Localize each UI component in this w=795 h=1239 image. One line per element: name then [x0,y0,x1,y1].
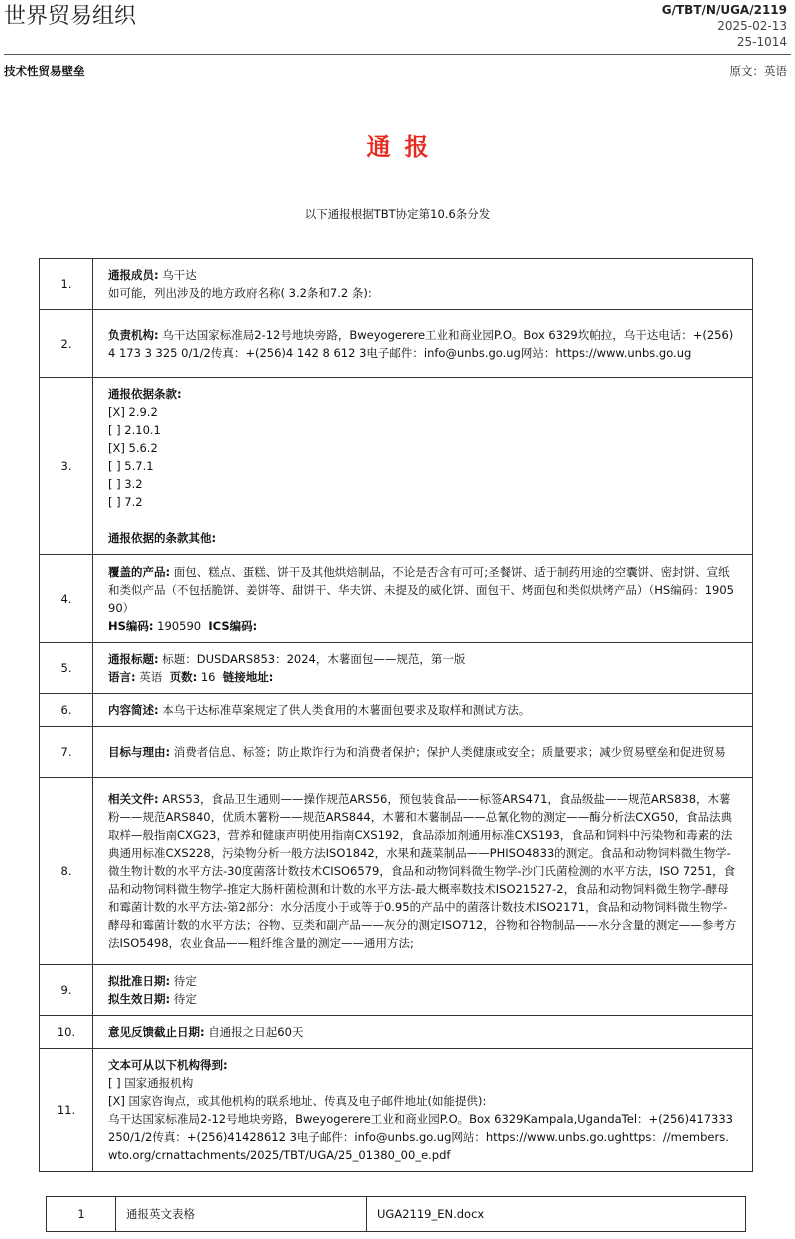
item-body [93,555,753,643]
article-option: [ ] 2.10.1 [108,423,161,437]
table-row [40,778,753,965]
item-body [93,259,753,310]
field-label: 链接地址: [222,670,274,684]
attachments-table [46,1196,746,1232]
distribution-note: 以下通报根据TBT协定第10.6条分发 [304,207,491,221]
item-body [93,378,753,555]
attachment-index: 1 [47,1197,116,1232]
field-label: 语言: [108,670,136,684]
source-option: [ ] 国家通报机构 [108,1076,194,1090]
item-body [93,1049,753,1172]
item-number: 9. [40,965,93,1016]
document-reference: 25-1014 [736,35,787,49]
original-language: 原文：英语 [729,64,787,78]
field-value: 乌干达国家标准局2-12号地块旁路，Bweyogerere工业和商业园P.O。Box 6329坎帕拉，乌干达电话：+(256)4 173 3 325 0/1/2传真：+(256)4 142 8 612 3电子邮件：info@unbs.go.ug网站：https://www.unbs.go.ug [108,327,734,360]
field-value: 16 [197,670,223,684]
article-option: [ ] 3.2 [108,477,143,491]
item-body [93,727,753,778]
field-label: 意见反馈截止日期: [108,1025,205,1039]
attachment-file-link[interactable]: UGA2119_EN.docx [367,1197,746,1232]
field-label: ICS编码: [208,618,258,633]
source-option: [X] 国家咨询点，或其他机构的联系地址、传真及电子邮件地址(如能提供): [108,1094,487,1108]
field-label: 拟生效日期: [108,992,171,1006]
field-label: 通报标题: [108,652,159,666]
contact-address: 乌干达国家标准局2-12号地块旁路，Bweyogerere工业和商业园P.O。Box 6329Kampala,UgandaTel：+(256)417333250/1/2传真：+(256)41428612 3电子邮件：info@unbs.go.ug网站：https://www.unbs.go.ughttps：//members.wto.org/crnattachments/2025/TBT/UGA/25_01380_00_e.pdf [108,1112,733,1162]
item-number: 8. [40,778,93,965]
field-value: 面包、糕点、蛋糕、饼干及其他烘焙制品，不论是否含有可可;圣餐饼、适于制药用途的空囊饼、密封饼、宣纸和类似产品（不包括脆饼、姜饼等、甜饼干、华夫饼、未提及的威化饼、面包干、烤面包和类似烘烤产品）（HS编码：190590） [108,564,734,615]
field-label: 文本可从以下机构得到: [108,1058,228,1072]
field-label: 通报成员: [108,268,159,282]
item-number: 2. [40,310,93,378]
table-row [40,259,753,310]
table-row [40,1049,753,1172]
field-value: 乌干达 [158,268,197,282]
table-row [40,727,753,778]
field-label: 页数: [169,670,198,684]
field-value: 待定 [170,974,197,988]
item-number: 1. [40,259,93,310]
header-divider [4,54,791,55]
table-row [40,643,753,694]
article-option: [ ] 5.7.1 [108,459,154,473]
table-row [40,965,753,1016]
field-text: 如可能，列出涉及的地方政府名称( 3.2条和7.2 条): [108,286,372,300]
field-value: 本乌干达标准草案规定了供人类食用的木薯面包要求及取样和测试方法。 [158,703,531,717]
field-label: 相关文件: [108,792,159,806]
field-label: 负责机构: [108,327,159,342]
item-number: 3. [40,378,93,555]
table-row [40,1016,753,1049]
item-body [93,310,753,378]
item-number: 10. [40,1016,93,1049]
item-number: 5. [40,643,93,694]
notification-heading: 通报 [366,133,443,161]
item-number: 4. [40,555,93,643]
notification-table [39,258,753,1172]
document-date: 2025-02-13 [717,19,787,33]
article-option: [ ] 7.2 [108,495,143,509]
field-value: 自通报之日起60天 [204,1025,304,1039]
field-value: 190590 [153,618,209,633]
field-value: ARS53，食品卫生通则——操作规范ARS56，预包装食品——标签ARS471，食品级盐——规范ARS838，木薯粉——规范ARS840，优质木薯粉——规范ARS844，木薯和木薯制品——总氰化物的测定——酶分析法CXG50，食品法典取样—般指南CXG23，营养和健康声明使用指南CXS192，食品添加剂通用标准CXS193，食品和饲料中污染物和毒素的法典通用标准CXS228，污染物分析一般方法ISO1842，水果和蔬菜制品——PHISO4833的测定。食品和动物饲料微生物学-微生物计数的水平方法-30度菌落计数技术CISO6579，食品和动物饲料微生物学-沙门氏菌检测的水平方法，ISO 7251，食品和动物饲料微生物学-推定大肠杆菌检测和计数的水平方法-最大概率数技术ISO21527-2，食品和动物饲料微生物学-酵母和霉菌计数的水平方法-第2部分：水分活度小于或等于0.95的产品中的菌落计数技术ISO2171，食品和动物饲料微生物学-酵母和霉菌计数的水平方法；谷物、豆类和副产品——灰分的测定ISO712，谷物和谷物制品——水分含量的测定——参考方法ISO5498，农业食品——粗纤维含量的测定——通用方法; [108,792,737,950]
document-meta [662,2,787,50]
field-label: HS编码: [108,618,154,633]
org-title: 世界贸易组织 [4,4,137,29]
item-number: 6. [40,694,93,727]
article-option: [X] 5.6.2 [108,441,158,455]
committee-name: 技术性贸易壁垒 [4,64,85,78]
spacer [108,511,738,529]
field-label: 覆盖的产品: [108,564,171,579]
table-row [40,555,753,643]
attachment-row [47,1197,746,1232]
field-label: 目标与理由: [108,745,171,759]
field-label: 通报依据条款: [108,387,182,401]
table-row [40,378,753,555]
field-label: 通报依据的条款其他: [108,531,217,545]
item-body [93,965,753,1016]
table-row [40,310,753,378]
item-body [93,778,753,965]
attachment-name: 通报英文表格 [116,1197,367,1232]
article-option: [X] 2.9.2 [108,405,158,419]
item-body [93,1016,753,1049]
field-value: 消费者信息、标签；防止欺诈行为和消费者保护；保护人类健康或安全；质量要求；减少贸易壁垒和促进贸易 [170,745,726,759]
document-symbol: G/TBT/N/UGA/2119 [661,3,787,17]
field-label: 内容简述: [108,703,159,717]
field-label: 拟批准日期: [108,974,171,988]
field-value: 标题：DUSDARS853：2024，木薯面包——规范，第一版 [158,652,466,666]
item-number: 7. [40,727,93,778]
item-number: 11. [40,1049,93,1172]
field-value: 待定 [170,992,197,1006]
item-body [93,643,753,694]
table-row [40,694,753,727]
field-value: 英语 [135,670,170,684]
item-body [93,694,753,727]
